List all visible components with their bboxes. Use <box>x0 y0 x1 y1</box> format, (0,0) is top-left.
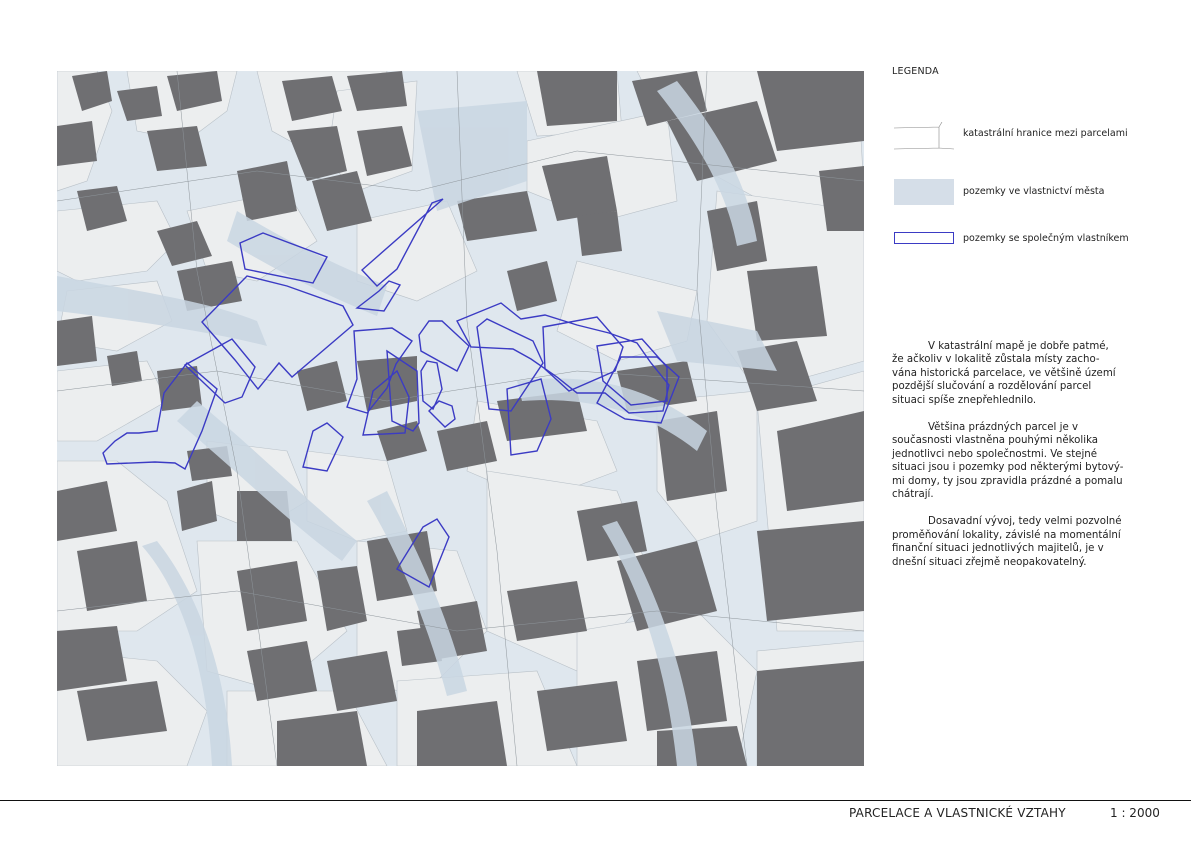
paragraph: V katastrální mapě je dobře patmé, že ačkoliv v lokalitě zůstala místy zacho- vána historická parcelace, ve většině území pozdější slučování a rozdělování parcel situaci spíše znepřehlednilo. <box>892 341 1116 406</box>
paragraph: Většina prázdných parcel je v současnosti vlastněna pouhými několika jednotlivci nebo společnostmi. Ve stejné situaci jsou i pozemky pod některými bytový- mi domy, ty jsou zpravidla prázdné a pomalu chátrají. <box>892 422 1124 501</box>
footer-divider <box>0 800 1191 801</box>
sheet-title: PARCELACE A VLASTNICKÉ VZTAHY <box>849 806 1066 820</box>
legend-label: pozemky se společným vlastníkem <box>963 233 1129 244</box>
outline-swatch-icon <box>894 232 954 244</box>
paragraph: Dosavadní vývoj, tedy velmi pozvolné proměňování lokality, závislé na momentální finanční situaci jednotlivých majitelů, je v dnešní situaci zřejmě neopakovatelný. <box>892 516 1122 568</box>
scale-label: 1 : 2000 <box>1110 806 1160 820</box>
filled-swatch-icon <box>894 179 954 205</box>
legend-title: LEGENDA <box>892 66 939 77</box>
legend-label: katastrální hranice mezi parcelami <box>963 128 1128 139</box>
description-text <box>892 340 1154 583</box>
legend-item-city-owned <box>892 176 1182 212</box>
thin-line-swatch-icon <box>894 122 954 152</box>
cadastral-map <box>57 71 864 766</box>
map-drawing <box>57 71 864 766</box>
legend-item-common-owner <box>892 228 1182 264</box>
legend-item-cadastral-boundary <box>892 118 1182 154</box>
legend-label: pozemky ve vlastnictví města <box>963 186 1105 197</box>
